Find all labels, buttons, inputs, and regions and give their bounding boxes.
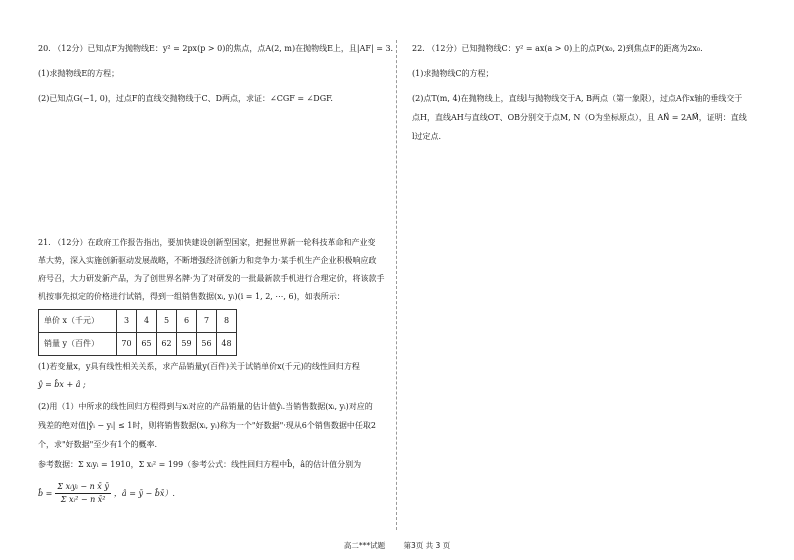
q21-part2-line-2: 残差的绝对值|ŷᵢ − yᵢ| ≤ 1时，则将销售数据(xᵢ, yᵢ)称为一个"好数据"·现从6个销售数据中任取2 [38,421,376,430]
table-row [39,333,237,356]
q22-stem: 22. （12分）已知抛物线C：y² = ax(a > 0)上的点P(x₀, 2)到焦点F的距离为2x₀. [412,44,703,53]
table-cell: 70 [117,333,137,356]
table-cell: 7 [197,310,217,333]
table-cell: 8 [217,310,237,333]
q21-regression-equation: ŷ = b̂x + â ; [38,380,86,389]
q20-part2: (2)已知点G(−1, 0)，过点F的直线交抛物线于C、D两点，求证：∠CGF = ∠DGF. [38,94,333,103]
table-cell: 6 [177,310,197,333]
question-20 [38,44,394,107]
q21-part2-line-1: (2)用（1）中所求的线性回归方程得到与xᵢ对应的产品销量的估计值ŷᵢ.当销售数据(xᵢ, yᵢ)对应的 [38,402,373,411]
table-row [39,310,237,333]
q20-stem: 20. （12分）已知点F为抛物线E：y² = 2px(p > 0)的焦点，点A(2, m)在抛物线E上，且|AF| = 3. [38,44,394,53]
table-cell: 3 [117,310,137,333]
formula-fraction [55,482,111,505]
q22-part2-line-3: l过定点. [412,132,442,141]
q21-part1-line-1: (1)若变量x，y具有线性相关关系，求产品销量y(百件)关于试销单价x(千元)的线性回归方程 [38,362,360,371]
q20-part1: (1)求抛物线E的方程； [38,69,120,78]
table-cell: 59 [177,333,197,356]
question-21 [38,238,385,505]
table-cell: 48 [217,333,237,356]
question-22 [412,44,764,145]
formula-denominator: Σ xᵢ² − n x̄² [60,495,106,504]
formula-b-lhs: b̂ = [38,488,53,498]
q21-stem-line-4: 机按事先拟定的价格进行试销，得到一组销售数据(xᵢ, yᵢ)(i = 1, 2, ⋯, 6)，如表所示： [38,292,345,301]
table-cell: 65 [137,333,157,356]
table-header-price: 单价 x（千元） [39,310,117,333]
regression-formula [38,482,378,505]
page-footer [0,541,794,550]
q22-part2-line-1: (2)点T(m, 4)在抛物线上，直线l与抛物线交于A, B两点（第一象限），过点A作x轴的垂线交于 [412,94,743,103]
left-column [38,44,394,505]
formula-numerator: Σ xᵢyᵢ − n x̄ ȳ [55,482,111,494]
q22-part2-line-2: 点H，直线AH与直线OT、OB分别交于点M, N（O为坐标原点），且 AN⃗ = 2AM⃗，证明：直线 [412,113,747,122]
right-column [412,44,764,145]
q21-part2-line-3: 个，求"好数据"至少有1个的概率. [38,440,157,449]
table-cell: 56 [197,333,217,356]
sales-data-table [38,309,237,356]
q21-reference-data: 参考数据：Σ xᵢyᵢ = 1910，Σ xᵢ² = 199（参考公式：线性回归方程中b̂，â的估计值分别为 [38,460,362,469]
table-header-sales: 销量 y（百件） [39,333,117,356]
table-cell: 62 [157,333,177,356]
q21-stem-line-2: 革大势，深入实施创新驱动发展战略，不断增强经济创新力和竞争力·某手机生产企业积极响应政 [38,256,377,265]
footer-exam-title: 高二***试题 [343,541,386,550]
q21-stem-line-1: 21. （12分）在政府工作报告指出，要加快建设创新型国家，把握世界新一轮科技革命和产业变 [38,238,376,247]
formula-a: ，â = ȳ − b̂x̄）. [113,488,175,498]
table-cell: 5 [157,310,177,333]
column-divider [396,40,397,530]
q22-part1: (1)求抛物线C的方程； [412,69,494,78]
table-cell: 4 [137,310,157,333]
footer-page-number: 第3页 共 3 页 [403,541,451,550]
q21-stem-line-3: 府号召，大力研发新产品，为了创世界名牌·为了对研发的一批最新款手机进行合理定价，将该款手 [38,274,385,283]
